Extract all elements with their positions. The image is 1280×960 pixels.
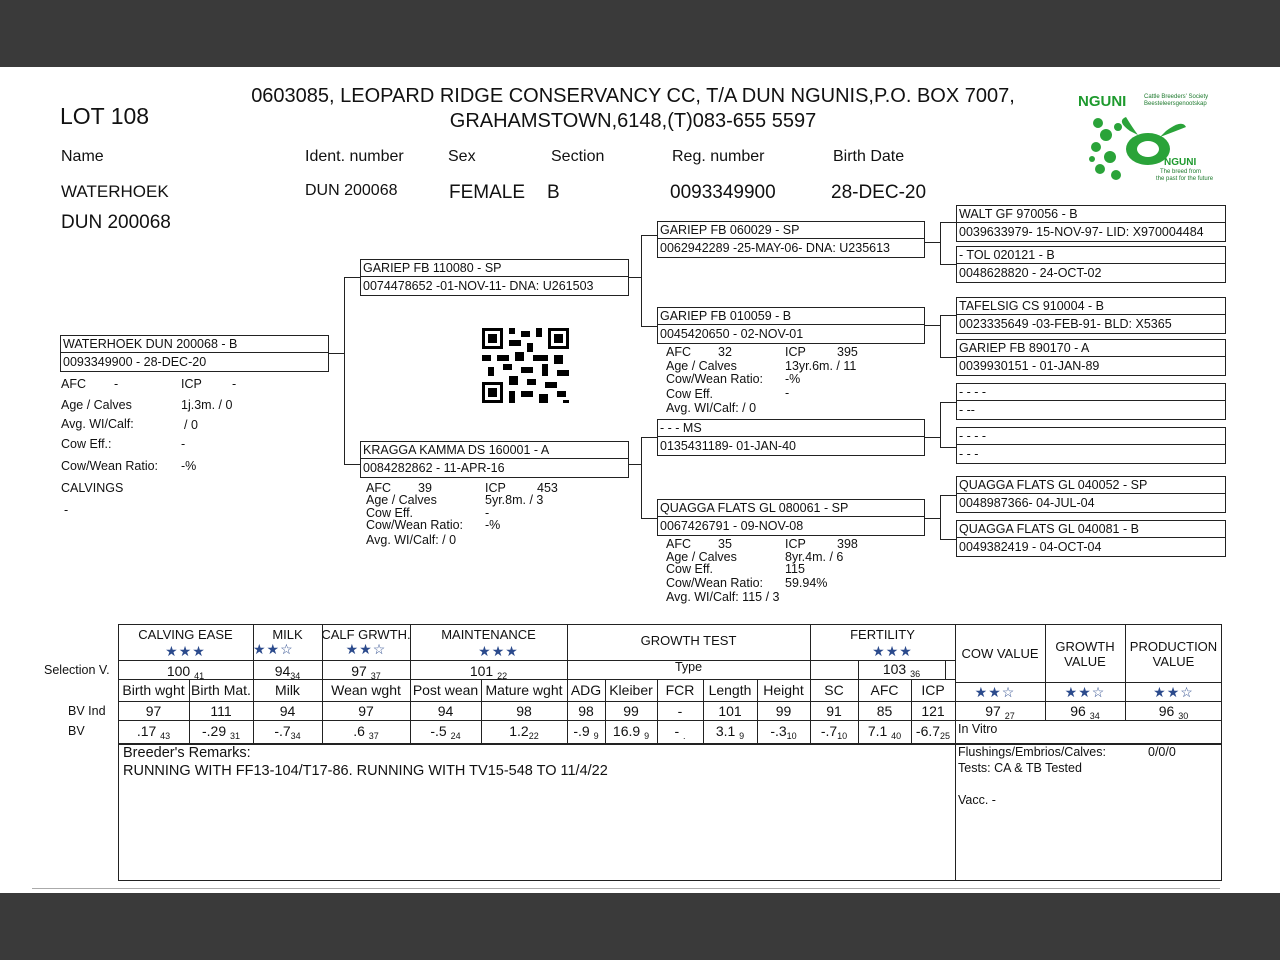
subject-age-label: Age / Calves bbox=[61, 398, 132, 412]
connector bbox=[925, 325, 940, 326]
bv-index-cell: 101 bbox=[718, 703, 742, 719]
gg-line2: - -- bbox=[959, 403, 975, 417]
growth-test-type: Type bbox=[674, 660, 703, 674]
group-milk: MILK bbox=[272, 627, 303, 642]
gg-line1: - TOL 020121 - B bbox=[959, 248, 1055, 262]
connector bbox=[940, 402, 956, 403]
dam-afc-label: AFC bbox=[366, 481, 391, 495]
catalogue-page bbox=[0, 67, 1280, 893]
flushings-label: Flushings/Embrios/Calves: bbox=[958, 745, 1106, 759]
animal-birth-date: 28-DEC-20 bbox=[831, 182, 927, 203]
dam-wean: -% bbox=[485, 518, 501, 532]
connector bbox=[641, 437, 657, 438]
sd-line2: 0045420650 - 02-NOV-01 bbox=[660, 327, 804, 341]
sd-icp-label: ICP bbox=[785, 345, 806, 359]
bv-cell: $-.7_{34}$ bbox=[274, 723, 301, 741]
bv-index-cell: 121 bbox=[921, 703, 945, 719]
sd-icp: 395 bbox=[837, 345, 858, 359]
bv-cell: $-.3_{10}$ bbox=[770, 723, 797, 741]
bv-index-cell: - bbox=[677, 703, 683, 719]
remarks-text: RUNNING WITH FF13-104/T17-86. RUNNING WITH TV15-548 TO 11/4/22 bbox=[123, 763, 608, 779]
gg-line1: GARIEP FB 890170 - A bbox=[959, 341, 1090, 355]
tests-value: Tests: CA & TB Tested bbox=[958, 761, 1082, 775]
animal-ident-large: DUN 200068 bbox=[61, 212, 171, 233]
sd-wi: Avg. WI/Calf: / 0 bbox=[666, 401, 757, 415]
star-rating-production-value: ★★☆ bbox=[1153, 684, 1194, 700]
production-value-header-2: VALUE bbox=[1152, 654, 1195, 669]
col-mature-weight: Mature wght bbox=[485, 682, 563, 698]
star-rating-calf-growth: ★★☆ bbox=[345, 641, 387, 657]
pedigree-gg-box bbox=[956, 297, 1226, 334]
bv-index-cell: 97 bbox=[145, 703, 162, 719]
logo-tagline-1: The breed from bbox=[1160, 169, 1202, 175]
subject-icp: - bbox=[232, 377, 237, 391]
subject-calvings-label: CALVINGS bbox=[61, 481, 124, 495]
col-kleiber: Kleiber bbox=[609, 682, 653, 698]
col-adg: ADG bbox=[570, 682, 602, 698]
dam-age: 5yr.8m. / 3 bbox=[485, 493, 544, 507]
gg-line2: 0039633979- 15-NOV-97- LID: X970004484 bbox=[959, 225, 1204, 239]
pedigree-gg-box bbox=[956, 476, 1226, 513]
logo-society-en: Cattle Breeders' Society bbox=[1144, 94, 1209, 100]
gg-line1: QUAGGA FLATS GL 040052 - SP bbox=[959, 478, 1148, 492]
star-rating-growth-value: ★★☆ bbox=[1064, 684, 1106, 700]
star-rating-milk: ★★☆ bbox=[253, 641, 294, 657]
animal-reg-number: 0093349900 bbox=[670, 182, 776, 203]
connector bbox=[940, 315, 956, 316]
bv-cell: $-6.7_{25}$ bbox=[915, 723, 951, 741]
bv-index-cell: 97 bbox=[358, 703, 374, 719]
connector bbox=[940, 264, 956, 265]
bv-cell: $1.2_{22}$ bbox=[509, 723, 539, 741]
gg-line1: - - - - bbox=[959, 385, 987, 399]
sd-age: 13yr.6m. / 11 bbox=[785, 359, 857, 373]
logo-title: NGUNI bbox=[1078, 93, 1127, 110]
remarks-box bbox=[118, 744, 1222, 881]
label-bv: BV bbox=[68, 724, 85, 738]
animal-ident: DUN 200068 bbox=[305, 182, 398, 199]
selection-maintenance: 101 $_{22}$ bbox=[469, 663, 508, 681]
nguni-society-logo bbox=[1078, 89, 1213, 197]
gg-line1: TAFELSIG CS 910004 - B bbox=[959, 299, 1104, 313]
gg-line1: - - - - bbox=[959, 429, 987, 443]
breeder-address-line2: GRAHAMSTOWN,6148,(T)083-655 5597 bbox=[449, 110, 817, 132]
pedigree-ds-box bbox=[657, 419, 925, 456]
dd-eff: 115 bbox=[785, 562, 805, 576]
label-sex: Sex bbox=[448, 148, 476, 165]
connector bbox=[641, 518, 657, 519]
vaccination-value: Vacc. - bbox=[958, 793, 996, 807]
qr-code-icon bbox=[482, 328, 569, 403]
connector bbox=[925, 437, 940, 438]
subject-wi: / 0 bbox=[184, 418, 198, 432]
group-fertility: FERTILITY bbox=[850, 627, 915, 642]
subject-calvings: - bbox=[64, 503, 69, 517]
animal-section: B bbox=[547, 182, 560, 203]
subject-wean-label: Cow/Wean Ratio: bbox=[61, 459, 159, 473]
lot-number: LOT 108 bbox=[60, 103, 150, 129]
dam-wean-label: Cow/Wean Ratio: bbox=[366, 518, 464, 532]
col-post-wean: Post wean bbox=[412, 682, 479, 698]
star-rating-cow-value: ★★☆ bbox=[974, 684, 1016, 700]
bv-cell: $-.7_{10}$ bbox=[820, 723, 848, 741]
dam-icp-label: ICP bbox=[485, 481, 506, 495]
growth-value-header: GROWTH bbox=[1055, 639, 1115, 654]
growth-value-header-2: VALUE bbox=[1064, 654, 1106, 669]
gg-line1: QUAGGA FLATS GL 040081 - B bbox=[959, 522, 1139, 536]
pedigree-ss-box bbox=[657, 221, 925, 258]
animal-name: WATERHOEK bbox=[61, 182, 169, 201]
gg-line1: WALT GF 970056 - B bbox=[959, 207, 1078, 221]
bv-cell: -.9 $_9$ bbox=[573, 723, 599, 741]
bv-index-cell: 85 bbox=[876, 703, 893, 719]
subject-age: 1j.3m. / 0 bbox=[181, 398, 233, 412]
connector bbox=[940, 222, 956, 223]
dd-age: 8yr.4m. / 6 bbox=[785, 550, 844, 564]
bv-index-cell: 98 bbox=[578, 703, 594, 719]
col-sc: SC bbox=[824, 682, 844, 698]
dam-eff-label: Cow Eff. bbox=[366, 506, 414, 520]
sd-eff: - bbox=[785, 386, 790, 400]
connector bbox=[641, 437, 642, 518]
dam-line1: KRAGGA KAMMA DS 160001 - A bbox=[363, 443, 550, 457]
subject-eff-label: Cow Eff.: bbox=[61, 437, 112, 451]
col-milk: Milk bbox=[275, 682, 300, 698]
connector bbox=[940, 495, 956, 496]
cow-value-header: COW VALUE bbox=[961, 646, 1039, 661]
sd-afc-label: AFC bbox=[666, 345, 691, 359]
subject-eff: - bbox=[181, 437, 186, 451]
group-calving-ease: CALVING EASE bbox=[138, 627, 233, 642]
bv-index-cell: 94 bbox=[437, 703, 454, 719]
subject-wean: -% bbox=[181, 459, 197, 473]
dam-line2: 0084282862 - 11-APR-16 bbox=[363, 461, 505, 475]
page-divider bbox=[32, 888, 1220, 889]
logo-tagline-2: the past for the future bbox=[1156, 176, 1214, 182]
ds-line2: 0135431189- 01-JAN-40 bbox=[660, 439, 796, 453]
sd-afc: 32 bbox=[718, 345, 732, 359]
bv-cell: 7.1 $_{40}$ bbox=[867, 723, 902, 741]
label-section: Section bbox=[551, 148, 605, 165]
dam-afc: 39 bbox=[418, 481, 432, 495]
label-selection-value: Selection V. bbox=[44, 663, 110, 677]
production-value-index: 96 $_{30}$ bbox=[1158, 703, 1189, 721]
dd-wean: 59.94% bbox=[785, 576, 828, 590]
bv-cell: .17 $_{43}$ bbox=[136, 723, 171, 741]
col-birth-maternal: Birth Mat. bbox=[191, 682, 251, 698]
subject-line2: 0093349900 - 28-DEC-20 bbox=[63, 355, 207, 369]
cow-value-index: 97 $_{27}$ bbox=[985, 703, 1015, 721]
connector bbox=[940, 357, 956, 358]
pedigree-gg-box bbox=[956, 383, 1226, 420]
label-reg: Reg. number bbox=[672, 148, 765, 165]
bv-index-cell: 98 bbox=[516, 703, 532, 719]
animal-sex: FEMALE bbox=[449, 182, 526, 203]
dd-line1: QUAGGA FLATS GL 080061 - SP bbox=[660, 501, 849, 515]
selection-calf-growth: 97 $_{37}$ bbox=[351, 663, 381, 681]
pedigree-gg-box bbox=[956, 246, 1226, 283]
grid-line bbox=[118, 660, 955, 661]
logo-society-af: Beesteleersgenootskap bbox=[1144, 101, 1207, 107]
subject-wi-label: Avg. WI/Calf: bbox=[61, 417, 134, 431]
star-rating-maintenance: ★★★ bbox=[478, 643, 519, 659]
growth-value-index: 96 $_{34}$ bbox=[1070, 703, 1100, 721]
selection-calving-ease: 100 $_{41}$ bbox=[166, 663, 205, 681]
dam-eff: - bbox=[485, 506, 490, 520]
bv-cell: 16.9 $_9$ bbox=[612, 723, 650, 741]
dd-eff-label: Cow Eff. bbox=[666, 562, 714, 576]
in-vitro-label: In Vitro bbox=[958, 722, 998, 736]
bv-cell: - $_.$ bbox=[674, 723, 686, 741]
logo-badge: NGUNI bbox=[1164, 157, 1197, 168]
label-name: Name bbox=[61, 148, 104, 165]
label-birth: Birth Date bbox=[833, 148, 905, 165]
selection-milk: $94_{34}$ bbox=[274, 663, 301, 681]
grid-line bbox=[945, 660, 946, 679]
col-birth-weight: Birth wght bbox=[122, 682, 185, 698]
grid-line bbox=[118, 701, 1222, 702]
group-growth-test: GROWTH TEST bbox=[640, 633, 737, 648]
label-bv-index: BV Ind bbox=[68, 704, 106, 718]
dam-icp: 453 bbox=[537, 481, 558, 495]
dd-icp: 398 bbox=[837, 537, 858, 551]
group-calf-growth: CALF GRWTH. bbox=[321, 627, 411, 642]
col-height: Height bbox=[763, 682, 804, 698]
col-icp: ICP bbox=[921, 682, 945, 698]
dd-icp-label: ICP bbox=[785, 537, 806, 551]
bv-index-cell: 94 bbox=[279, 703, 296, 719]
bv-index-cell: 99 bbox=[623, 703, 639, 719]
gg-line2: 0023335649 -03-FEB-91- BLD: X5365 bbox=[959, 317, 1172, 331]
bv-index-cell: 99 bbox=[775, 703, 792, 719]
remarks-label: Breeder's Remarks: bbox=[123, 745, 251, 761]
dam-wi: Avg. WI/Calf: / 0 bbox=[366, 533, 457, 547]
connector bbox=[329, 353, 344, 354]
production-value-header: PRODUCTION bbox=[1129, 639, 1218, 654]
connector bbox=[629, 277, 641, 278]
bv-cell: .6 $_{37}$ bbox=[353, 723, 379, 741]
pedigree-dam-box bbox=[360, 441, 629, 478]
pedigree-gg-box bbox=[956, 520, 1226, 557]
col-length: Length bbox=[708, 682, 752, 698]
pedigree-gg-box bbox=[956, 205, 1226, 242]
grid-line bbox=[955, 682, 1222, 683]
bv-cell: -.29 $_{31}$ bbox=[201, 723, 241, 741]
subject-afc: - bbox=[114, 377, 119, 391]
ss-line2: 0062942289 -25-MAY-06- DNA: U235613 bbox=[660, 241, 891, 255]
pedigree-gg-box bbox=[956, 427, 1226, 464]
dd-afc: 35 bbox=[718, 537, 732, 551]
dd-line2: 0067426791 - 09-NOV-08 bbox=[660, 519, 804, 533]
gg-line2: 0039930151 - 01-JAN-89 bbox=[959, 359, 1100, 373]
label-ident: Ident. number bbox=[305, 148, 404, 165]
pedigree-sire-box bbox=[360, 259, 629, 296]
pedigree-subject-box bbox=[60, 335, 329, 372]
star-rating-calving-ease: ★★★ bbox=[165, 643, 206, 659]
ss-line1: GARIEP FB 060029 - SP bbox=[660, 223, 800, 237]
dd-age-label: Age / Calves bbox=[666, 550, 737, 564]
pedigree-gg-box bbox=[956, 339, 1226, 376]
dam-age-label: Age / Calves bbox=[366, 493, 437, 507]
star-rating-fertility: ★★★ bbox=[872, 643, 913, 659]
ds-line1: - - - MS bbox=[660, 421, 702, 435]
connector bbox=[641, 326, 657, 327]
gg-line2: 0048987366- 04-JUL-04 bbox=[959, 496, 1095, 510]
connector bbox=[925, 242, 940, 243]
connector bbox=[344, 277, 360, 278]
dd-wi: Avg. WI/Calf: 115 / 3 bbox=[666, 590, 780, 604]
sd-wean-label: Cow/Wean Ratio: bbox=[666, 372, 764, 386]
sd-eff-label: Cow Eff. bbox=[666, 387, 714, 401]
connector bbox=[940, 539, 956, 540]
sd-wean: -% bbox=[785, 372, 801, 386]
connector bbox=[940, 222, 941, 264]
bv-index-cell: 91 bbox=[826, 703, 842, 719]
connector bbox=[344, 464, 360, 465]
subject-line1: WATERHOEK DUN 200068 - B bbox=[63, 337, 238, 351]
subject-icp-label: ICP bbox=[181, 377, 202, 391]
connector bbox=[925, 518, 940, 519]
col-wean-weight: Wean wght bbox=[331, 682, 401, 698]
breeder-address-line1: 0603085, LEOPARD RIDGE CONSERVANCY CC, T/A DUN NGUNIS,P.O. BOX 7007, bbox=[251, 85, 1015, 107]
col-afc: AFC bbox=[870, 682, 899, 698]
bv-cell: -.5 $_{24}$ bbox=[430, 723, 461, 741]
bv-cell: 3.1 $_9$ bbox=[715, 723, 745, 741]
sd-line1: GARIEP FB 010059 - B bbox=[660, 309, 792, 323]
sire-line2: 0074478652 -01-NOV-11- DNA: U261503 bbox=[363, 279, 594, 293]
sd-age-label: Age / Calves bbox=[666, 359, 737, 373]
gg-line2: 0048628820 - 24-OCT-02 bbox=[959, 266, 1102, 280]
connector bbox=[629, 464, 641, 465]
connector bbox=[641, 235, 657, 236]
dd-wean-label: Cow/Wean Ratio: bbox=[666, 576, 764, 590]
gg-line2: - - - bbox=[959, 447, 979, 461]
subject-afc-label: AFC bbox=[61, 377, 86, 391]
connector bbox=[940, 402, 941, 447]
connector bbox=[641, 235, 642, 326]
bv-index-cell: 111 bbox=[210, 703, 232, 719]
sire-line1: GARIEP FB 110080 - SP bbox=[363, 261, 502, 275]
group-maintenance: MAINTENANCE bbox=[441, 627, 536, 642]
dd-afc-label: AFC bbox=[666, 537, 691, 551]
selection-fertility: 103 $_{36}$ bbox=[882, 661, 921, 679]
connector bbox=[940, 495, 941, 539]
pedigree-sd-box bbox=[657, 307, 925, 344]
connector bbox=[940, 315, 941, 357]
pedigree-dd-box bbox=[657, 499, 925, 536]
flushings-value: 0/0/0 bbox=[1148, 745, 1176, 759]
gg-line2: 0049382419 - 04-OCT-04 bbox=[959, 540, 1102, 554]
connector bbox=[940, 447, 956, 448]
connector bbox=[344, 277, 345, 464]
col-fcr: FCR bbox=[665, 682, 695, 698]
